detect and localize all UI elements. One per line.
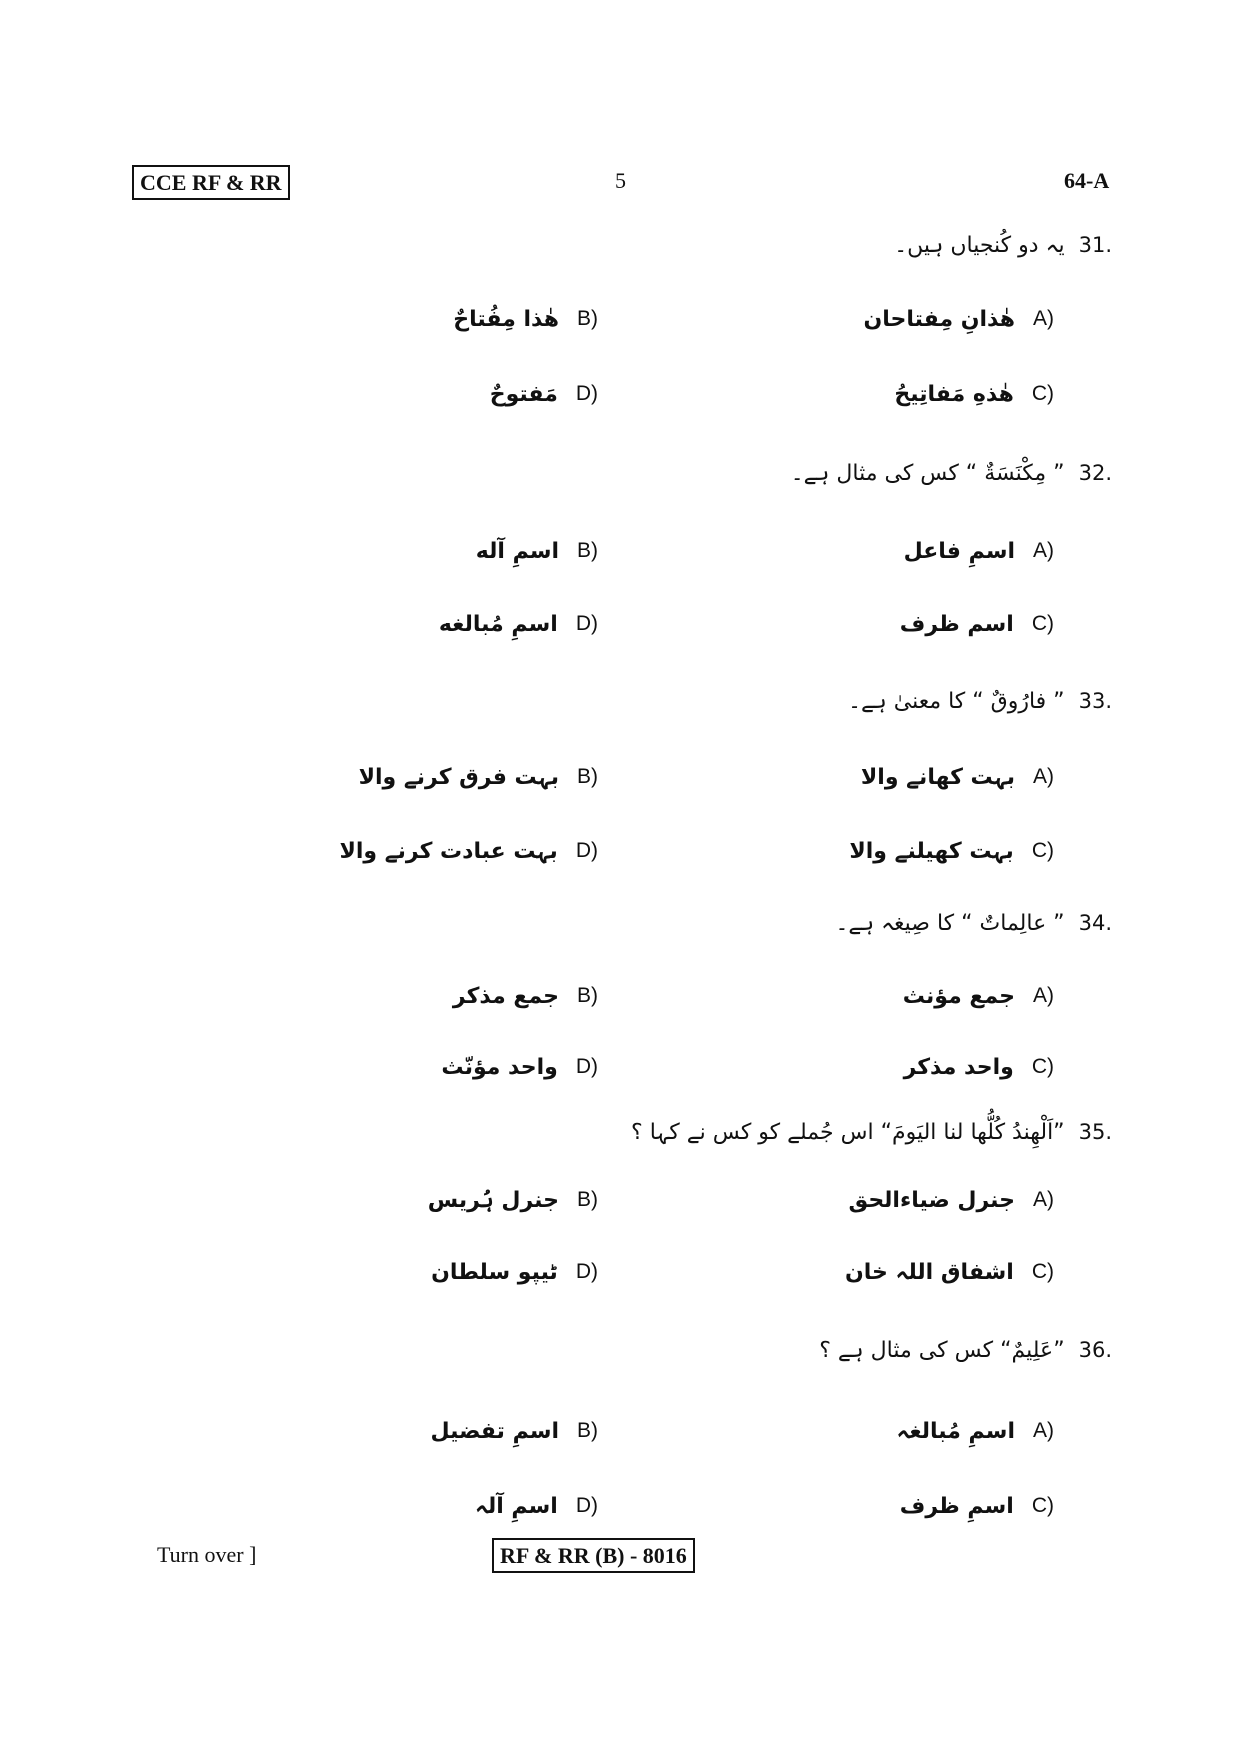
option-text: واحد مؤنّث	[441, 1054, 558, 1080]
question-number: 36.	[1078, 1338, 1112, 1362]
option-36-d	[475, 1486, 598, 1526]
option-32-a	[904, 531, 1054, 571]
question-35	[631, 1112, 1112, 1152]
question-text: یہ دو کُنجیاں ہیں۔	[894, 232, 1065, 258]
option-letter: C)	[1031, 839, 1054, 862]
question-text: ”اَلْهِندُ كُلُّها لنا اليَومَ“ اس جُملے کو کس نے کہا ؟	[631, 1119, 1065, 1145]
option-letter: D)	[575, 1494, 598, 1517]
question-number: 33.	[1078, 689, 1112, 713]
option-letter: A)	[1033, 984, 1054, 1007]
option-letter: B)	[577, 765, 598, 788]
option-36-b	[431, 1411, 598, 1451]
option-text: اسمِ مُبالغہ	[896, 1418, 1015, 1444]
option-letter: A)	[1033, 1419, 1054, 1442]
option-letter: B)	[577, 984, 598, 1007]
option-34-c	[904, 1047, 1054, 1087]
option-letter: A)	[1033, 1188, 1054, 1211]
option-letter: B)	[577, 1419, 598, 1442]
question-34	[835, 903, 1112, 943]
option-text: جنرل ہُریس	[427, 1187, 559, 1213]
option-letter: B)	[577, 307, 598, 330]
option-text: جمع مؤنث	[902, 983, 1015, 1009]
question-36	[819, 1330, 1112, 1370]
option-letter: C)	[1031, 1494, 1054, 1517]
option-text: اسمِ آلہ	[475, 1493, 558, 1519]
option-letter: C)	[1031, 382, 1054, 405]
question-number: 31.	[1078, 233, 1112, 257]
option-text: اسمِ تفضیل	[430, 1418, 559, 1444]
option-text: بہت کھانے والا	[860, 764, 1015, 790]
option-text: جنرل ضیاءالحق	[848, 1187, 1015, 1213]
option-letter: C)	[1031, 612, 1054, 635]
option-letter: A)	[1033, 539, 1054, 562]
option-text: اشفاق اللہ خان	[845, 1259, 1014, 1285]
option-36-a	[896, 1411, 1054, 1451]
option-text: اسمِ مُبالغه	[438, 611, 558, 637]
page-number: 5	[615, 168, 626, 193]
option-34-a	[903, 976, 1054, 1016]
header-left-code: CCE RF & RR	[132, 165, 290, 200]
question-text: ” فارُوقٌ “ کا معنیٰ ہے۔	[848, 688, 1065, 714]
option-31-a	[863, 299, 1054, 339]
option-31-d	[490, 374, 598, 414]
option-letter: D)	[575, 612, 598, 635]
option-letter: B)	[577, 1188, 598, 1211]
option-text: اسمِ ظرف	[899, 1493, 1014, 1519]
option-text: مَفتوحٌ	[489, 381, 558, 407]
question-number: 35.	[1078, 1120, 1112, 1144]
option-33-b	[359, 757, 598, 797]
option-letter: A)	[1033, 307, 1054, 330]
option-letter: D)	[575, 1260, 598, 1283]
option-35-c	[845, 1252, 1054, 1292]
option-31-b	[453, 299, 598, 339]
option-text: هٰذا مِفُتاحٌ	[453, 306, 559, 332]
option-text: اسم ظرف	[899, 611, 1014, 637]
option-34-d	[441, 1047, 598, 1087]
option-text: ٹیپو سلطان	[431, 1259, 558, 1285]
option-letter: C)	[1031, 1055, 1054, 1078]
option-34-b	[453, 976, 598, 1016]
option-text: هٰذانِ مِفتاحان	[863, 306, 1015, 332]
question-text: ” عالِماتٌ “ کا صِیغہ ہے۔	[835, 910, 1065, 936]
option-35-a	[848, 1180, 1054, 1220]
option-36-c	[900, 1486, 1054, 1526]
option-32-b	[476, 531, 598, 571]
question-number: 32.	[1078, 461, 1112, 485]
option-letter: A)	[1033, 765, 1054, 788]
turn-over-label: Turn over ]	[157, 1542, 257, 1567]
option-33-a	[861, 757, 1054, 797]
question-text: ” مِكْنَسَةٌ “ کس کی مثال ہے۔	[790, 460, 1065, 486]
question-number: 34.	[1078, 911, 1112, 935]
option-letter: B)	[577, 539, 598, 562]
question-32	[791, 453, 1112, 493]
option-33-d	[340, 831, 599, 871]
footer-paper-code: RF & RR (B) - 8016	[492, 1538, 695, 1573]
option-32-d	[439, 604, 598, 644]
option-letter: C)	[1031, 1260, 1054, 1283]
question-31	[894, 225, 1112, 265]
option-35-b	[428, 1180, 598, 1220]
option-text: اسمِ آله	[475, 538, 559, 564]
option-text: واحد مذکر	[903, 1054, 1014, 1080]
option-text: بہت عبادت کرنے والا	[339, 838, 558, 864]
question-33	[848, 681, 1112, 721]
question-text: ”عَلِيمٌ“ کس کی مثال ہے ؟	[819, 1337, 1065, 1363]
header-right-code: 64-A	[1064, 168, 1110, 193]
option-35-d	[431, 1252, 598, 1292]
option-text: هٰذهِ مَفاتِيحُ	[894, 381, 1014, 407]
option-letter: D)	[575, 1055, 598, 1078]
option-33-c	[849, 831, 1054, 871]
option-31-c	[894, 374, 1054, 414]
option-letter: D)	[575, 839, 598, 862]
option-text: اسمِ فاعل	[903, 538, 1015, 564]
option-text: بہت کھیلنے والا	[849, 838, 1014, 864]
option-text: بہت فرق کرنے والا	[358, 764, 559, 790]
option-text: جمع مذکر	[452, 983, 559, 1009]
option-letter: D)	[575, 382, 598, 405]
option-32-c	[900, 604, 1054, 644]
